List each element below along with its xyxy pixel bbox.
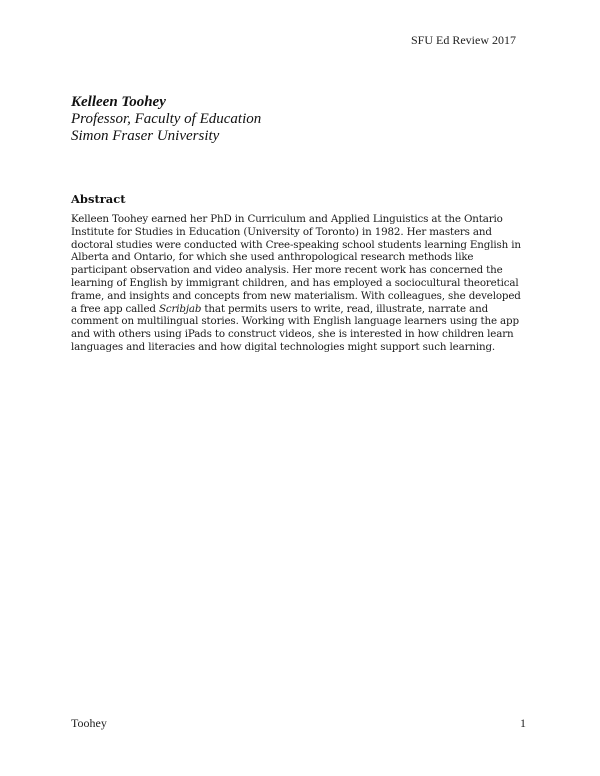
abstract-text-part-2: that permits users to write, read, illustrate, narrate and comment on multilingual stories. Working with English language learners using the app and with others using iPads to construct videos, she is interested in how children learn languages and literacies and how digital technologies might support such learning.: [71, 302, 519, 353]
abstract-text-part-1: Kelleen Toohey earned her PhD in Curriculum and Applied Linguistics at the Ontario Institute for Studies in Education (University of Toronto) in 1982. Her masters and doctoral studies were conducted with Cree-speaking school students learning English in Alberta and Ontario, for which she used anthropological research methods like participant observation and video analysis. Her more recent work has concerned the learning of English by immigrant children, and has employed a sociocultural theoretical frame, and insights and concepts from new materialism. With colleagues, she developed a free app called: [71, 213, 521, 315]
author-name: Kelleen Toohey: [71, 94, 166, 110]
running-footer-author: Toohey: [71, 716, 107, 730]
app-name-italic: Scribjab: [158, 302, 202, 315]
abstract-heading: Abstract: [71, 192, 126, 206]
page-number: 1: [520, 716, 526, 730]
author-block: [71, 94, 261, 145]
author-institution: Simon Fraser University: [71, 128, 220, 144]
running-header: SFU Ed Review 2017: [411, 33, 516, 47]
author-title: Professor, Faculty of Education: [71, 111, 262, 127]
abstract-body: [71, 213, 529, 354]
